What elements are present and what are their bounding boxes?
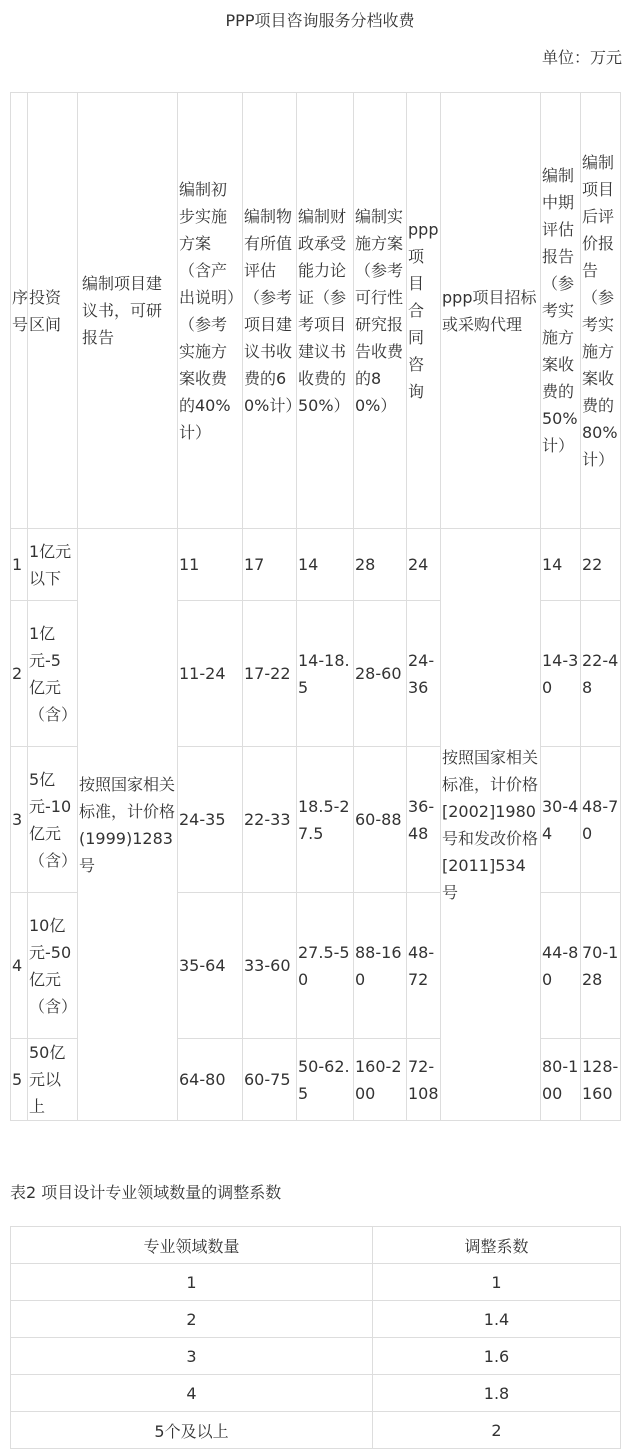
table-cell: 14 xyxy=(297,529,354,601)
table-cell: 2 xyxy=(373,1412,621,1449)
table-row xyxy=(11,1264,621,1301)
table-cell: 28-60 xyxy=(354,601,407,747)
table-cell: 50-62.5 xyxy=(297,1039,354,1121)
table-row xyxy=(11,1412,621,1449)
table-cell: 14 xyxy=(541,529,581,601)
table-cell: 5个及以上 xyxy=(11,1412,373,1449)
table-cell: 11 xyxy=(178,529,243,601)
table-cell: 44-80 xyxy=(541,893,581,1039)
table-cell: 18.5-27.5 xyxy=(297,747,354,893)
table-cell: 70-128 xyxy=(581,893,621,1039)
table-row xyxy=(11,1375,621,1412)
table-row xyxy=(11,1301,621,1338)
unit-label: 单位：万元 xyxy=(541,48,622,67)
table-cell: 24-36 xyxy=(407,601,441,747)
header-cell: 编制中期评估报告（参考实施方案收费的50%计） xyxy=(541,93,581,529)
table-cell: 60-88 xyxy=(354,747,407,893)
table-cell: 14-18.5 xyxy=(297,601,354,747)
page-title: PPP项目咨询服务分档收费 xyxy=(225,11,415,30)
table-cell: 1.8 xyxy=(373,1375,621,1412)
table-cell: 5 xyxy=(11,1039,28,1121)
merged-standard-cell: 按照国家相关标准，计价格(1999)1283号 xyxy=(78,529,178,1121)
table-cell: 17 xyxy=(243,529,297,601)
table-cell: 33-60 xyxy=(243,893,297,1039)
table-cell: 22-33 xyxy=(243,747,297,893)
table-cell: 5亿元-10亿元（含） xyxy=(28,747,78,893)
table-cell: 2 xyxy=(11,1301,373,1338)
header-cell: 编制项目建议书，可研报告 xyxy=(78,93,178,529)
table-cell: 1 xyxy=(11,1264,373,1301)
table-cell: 4 xyxy=(11,1375,373,1412)
header-cell: 编制初步实施方案（含产出说明）（参考实施方案收费的40%计） xyxy=(178,93,243,529)
merged-procurement-cell: 按照国家相关标准，计价格[2002]1980号和发改价格[2011]534号 xyxy=(441,529,541,1121)
header-cell: 编制项目后评价报告（参考实施方案收费的80%计） xyxy=(581,93,621,529)
table-cell: 160-200 xyxy=(354,1039,407,1121)
table-cell: 1.4 xyxy=(373,1301,621,1338)
table-cell: 1.6 xyxy=(373,1338,621,1375)
header-cell: 投资区间 xyxy=(28,93,78,529)
table-cell: 88-160 xyxy=(354,893,407,1039)
table-cell: 27.5-50 xyxy=(297,893,354,1039)
table-cell: 22 xyxy=(581,529,621,601)
table-cell: 24-35 xyxy=(178,747,243,893)
table-cell: 1亿元以下 xyxy=(28,529,78,601)
coefficient-table xyxy=(10,1226,621,1449)
table-cell: 128-160 xyxy=(581,1039,621,1121)
header-cell: 编制财政承受能力论证（参考项目建议书收费的50%） xyxy=(297,93,354,529)
header-cell: 编制实施方案（参考可行性研究报告收费的80%） xyxy=(354,93,407,529)
table-cell: 64-80 xyxy=(178,1039,243,1121)
header-cell: 调整系数 xyxy=(373,1227,621,1264)
table-cell: 60-75 xyxy=(243,1039,297,1121)
table-header-row xyxy=(11,93,621,529)
header-cell: 专业领域数量 xyxy=(11,1227,373,1264)
table-cell: 2 xyxy=(11,601,28,747)
table-row xyxy=(11,1338,621,1375)
table-cell: 28 xyxy=(354,529,407,601)
table-cell: 48-72 xyxy=(407,893,441,1039)
table-cell: 22-48 xyxy=(581,601,621,747)
fee-table xyxy=(10,92,621,1121)
table-cell: 48-70 xyxy=(581,747,621,893)
table-cell: 24 xyxy=(407,529,441,601)
table-cell: 1 xyxy=(11,529,28,601)
table-cell: 72-108 xyxy=(407,1039,441,1121)
table-cell: 4 xyxy=(11,893,28,1039)
table-cell: 3 xyxy=(11,1338,373,1375)
header-cell: 序号 xyxy=(11,93,28,529)
table2-caption: 表2 项目设计专业领域数量的调整系数 xyxy=(10,1183,282,1202)
table-cell: 3 xyxy=(11,747,28,893)
table-cell: 17-22 xyxy=(243,601,297,747)
table-cell: 35-64 xyxy=(178,893,243,1039)
table-cell: 36-48 xyxy=(407,747,441,893)
table-cell: 14-30 xyxy=(541,601,581,747)
table-row xyxy=(11,529,621,601)
header-cell: 编制物有所值评估（参考项目建议书收费的60%计） xyxy=(243,93,297,529)
table-cell: 1亿元-5亿元（含） xyxy=(28,601,78,747)
table-header-row xyxy=(11,1227,621,1264)
table-cell: 80-100 xyxy=(541,1039,581,1121)
table-cell: 10亿元-50亿元（含） xyxy=(28,893,78,1039)
table-cell: 30-44 xyxy=(541,747,581,893)
header-cell: ppp项目合同咨询 xyxy=(407,93,441,529)
header-cell: ppp项目招标或采购代理 xyxy=(441,93,541,529)
table-cell: 1 xyxy=(373,1264,621,1301)
table-cell: 11-24 xyxy=(178,601,243,747)
table-cell: 50亿元以上 xyxy=(28,1039,78,1121)
